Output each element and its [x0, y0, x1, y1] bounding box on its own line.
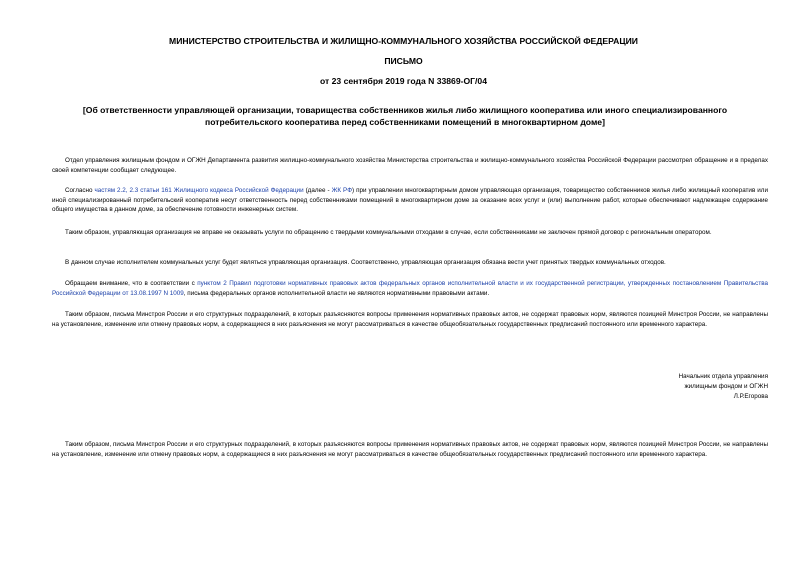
paragraph-conclusion: Таким образом, письма Минстроя России и его структурных подразделений, в которых разъясняются вопросы применения нормативных правовых актов, не содержат правовых норм, являются позицией Минстроя России, не направлены на установление, изменение или отмену правовых норм, а содержащиеся в них разъяснения не могут рассматриваться в качестве общеобязательных государственных предписаний постоянного или временного характера.	[52, 311, 768, 328]
paragraph-attention	[52, 279, 768, 298]
paragraph-conclusion-repeat: Таким образом, письма Минстроя России и его структурных подразделений, в которых разъясняются вопросы применения нормативных правовых актов, не содержат правовых норм, являются позицией Минстроя России, не направлены на установление, изменение или отмену правовых норм, а содержащиеся в них разъяснения не могут рассматриваться в качестве общеобязательных государственных предписаний постоянного или временного характера.	[52, 441, 768, 458]
government-rules-link[interactable]: пунктом 2 Правил подготовки нормативных правовых актов федеральных органов исполнительной власти и их государственной регистрации, утвержденных постановлением Правительства Российской Федерации от 13.08.1997 N 1009	[52, 280, 768, 297]
paragraph-intro: Отдел управления жилищным фондом и ОГЖН Департамента развития жилищно-коммунального хозяйства Министерства строительства и жилищно-коммунального хозяйства Российской Федерации рассмотрел обращение и в пределах своей компетенции сообщает следующее.	[52, 157, 768, 174]
signatory-position-line-1: Начальник отдела управления	[678, 373, 768, 380]
paragraph-utility-provider: В данном случае исполнителем коммунальных услуг будет являться управляющая организация. Соответственно, управляющая организация обязана вести учет принятых твердых коммунальных отходов.	[65, 259, 666, 266]
paragraph-text: (далее -	[303, 187, 332, 194]
housing-code-article-link[interactable]: частям 2.2, 2.3 статьи 161 Жилищного кодекса Российской Федерации	[94, 187, 304, 194]
paragraph-text: ) при управлении многоквартирным домом управляющая организация, товарищество собственников жилья либо жилищный кооператив или иной специализированный потребительский кооператив несут ответственность перед собственниками помещений в многоквартирном доме за оказание всех услуг и (или) выполнение работ, которые обеспечивают надлежащее содержание общего имущества в данном доме, за обеспечение готовности инженерных систем.	[52, 187, 768, 214]
signature-block	[568, 372, 768, 402]
ministry-title: МИНИСТЕРСТВО СТРОИТЕЛЬСТВА И ЖИЛИЩНО-КОММУНАЛЬНОГО ХОЗЯЙСТВА РОССИЙСКОЙ ФЕДЕРАЦИИ	[169, 36, 638, 46]
document-date-number: от 23 сентября 2019 года N 33869-ОГ/04	[320, 76, 487, 86]
paragraph-text: Согласно	[65, 187, 95, 194]
housing-code-abbrev-link[interactable]: ЖК РФ	[331, 187, 352, 194]
document-subject-line-2: потребительского кооператива перед собственниками помещений в многоквартирном доме]	[205, 117, 605, 127]
signatory-name: Л.Р.Егорова	[733, 393, 768, 400]
paragraph-responsibility	[52, 186, 768, 215]
paragraph-waste-services: Таким образом, управляющая организация не вправе не оказывать услуги по обращению с твердыми коммунальными отходами в случае, если собственниками не заключен прямой договор с региональным оператором.	[65, 229, 712, 236]
paragraph-text: , письма федеральных органов исполнительной власти не являются нормативными правовыми актами.	[183, 289, 490, 297]
document-subject-line-1: [Об ответственности управляющей организации, товарищества собственников жилья либо жилищного кооператива или иного специализированного	[82, 105, 728, 115]
paragraph-text: Обращаем внимание, что в соответствии с	[65, 280, 198, 287]
document-type: ПИСЬМО	[384, 56, 423, 66]
signatory-position-line-2: жилищным фондом и ОГЖН	[684, 383, 768, 390]
